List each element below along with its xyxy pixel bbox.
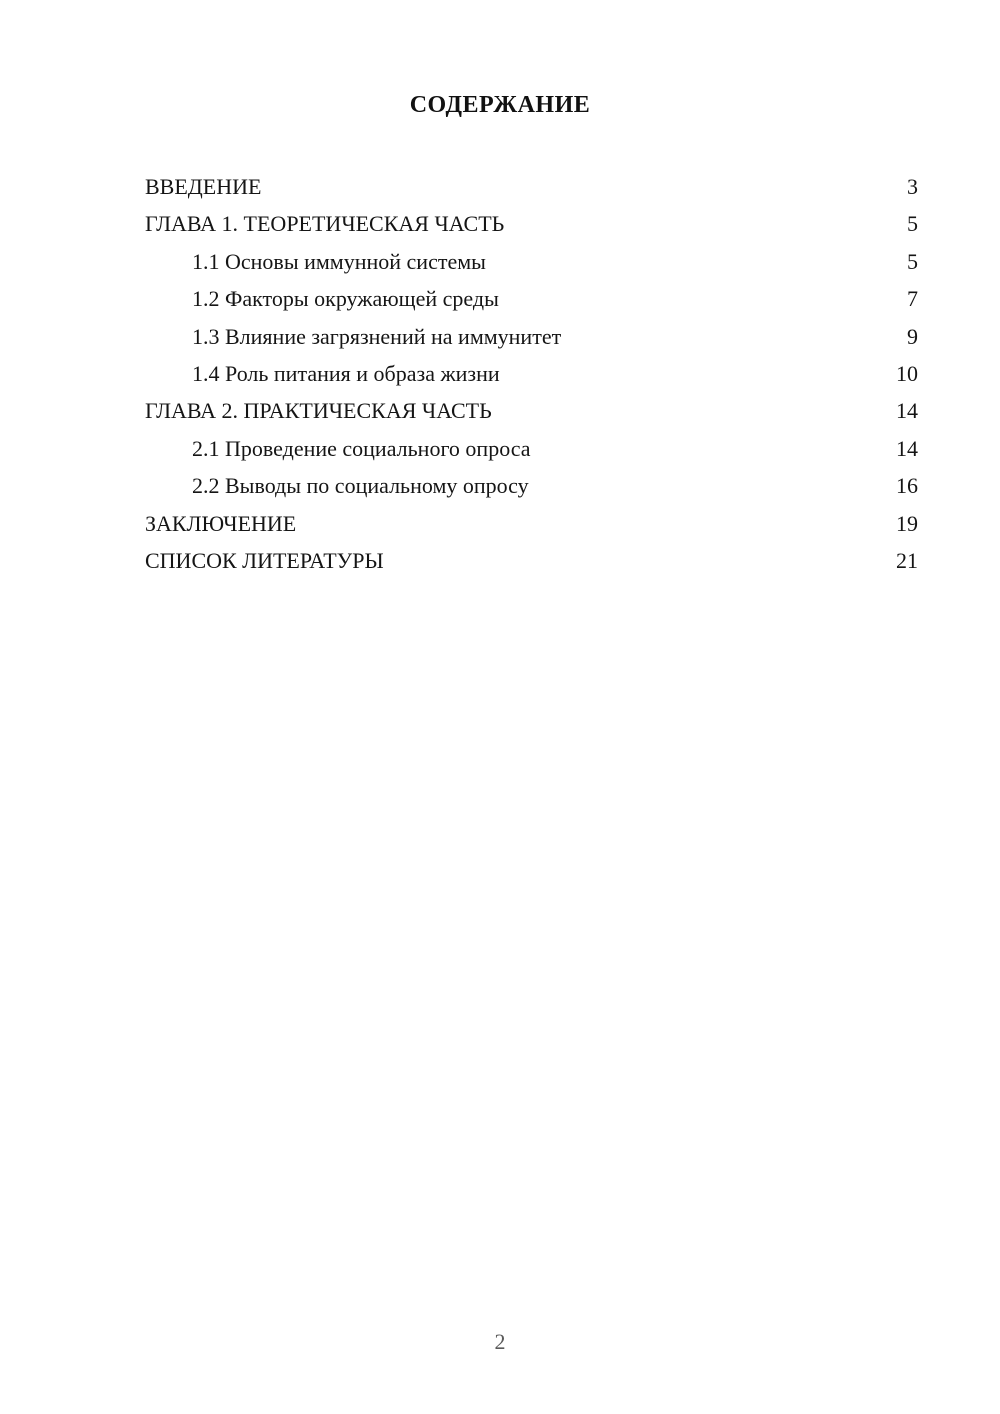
toc-entry-label: 1.2 Факторы окружающей среды	[192, 286, 499, 312]
page-title: СОДЕРЖАНИЕ	[409, 92, 591, 118]
toc-entry	[145, 318, 918, 355]
toc-entry-page: 21	[896, 548, 918, 574]
toc-entry-label: 2.1 Проведение социального опроса	[192, 435, 531, 461]
toc-entry	[145, 280, 918, 317]
toc-entry-page: 10	[896, 361, 918, 387]
toc-entry-page: 14	[896, 435, 918, 461]
toc-entry	[145, 542, 918, 579]
toc-entry-page: 5	[907, 248, 918, 274]
toc-entry	[145, 430, 918, 467]
toc-entry	[145, 467, 918, 504]
toc-entry-page: 3	[907, 174, 918, 199]
toc-entry-label: 2.2 Выводы по социальному опросу	[192, 473, 529, 499]
toc-entry	[145, 168, 918, 205]
toc-entry-page: 19	[896, 510, 918, 536]
toc-entry-page: 16	[896, 473, 918, 499]
toc-entry-label: ГЛАВА 1. ТЕОРЕТИЧЕСКАЯ ЧАСТЬ	[145, 211, 505, 237]
page-number: 2	[494, 1329, 506, 1354]
toc-entry	[145, 355, 918, 392]
toc-entry-label: 1.3 Влияние загрязнений на иммунитет	[192, 323, 562, 349]
toc-entry	[145, 243, 918, 280]
toc-entry-label: 1.1 Основы иммунной системы	[192, 248, 486, 274]
toc-entry-label: ГЛАВА 2. ПРАКТИЧЕСКАЯ ЧАСТЬ	[145, 398, 492, 424]
table-of-contents	[145, 168, 918, 579]
toc-entry	[145, 505, 918, 542]
toc-entry-page: 9	[907, 323, 918, 349]
toc-entry-page: 7	[907, 286, 918, 312]
toc-entry-label: ЗАКЛЮЧЕНИЕ	[145, 510, 297, 536]
toc-entry-page: 5	[907, 211, 918, 237]
toc-entry	[145, 205, 918, 242]
toc-entry-page: 14	[896, 398, 918, 424]
toc-entry	[145, 392, 918, 429]
toc-entry-label: ВВЕДЕНИЕ	[145, 174, 262, 199]
toc-entry-label: СПИСОК ЛИТЕРАТУРЫ	[145, 548, 384, 574]
toc-entry-label: 1.4 Роль питания и образа жизни	[192, 361, 500, 387]
